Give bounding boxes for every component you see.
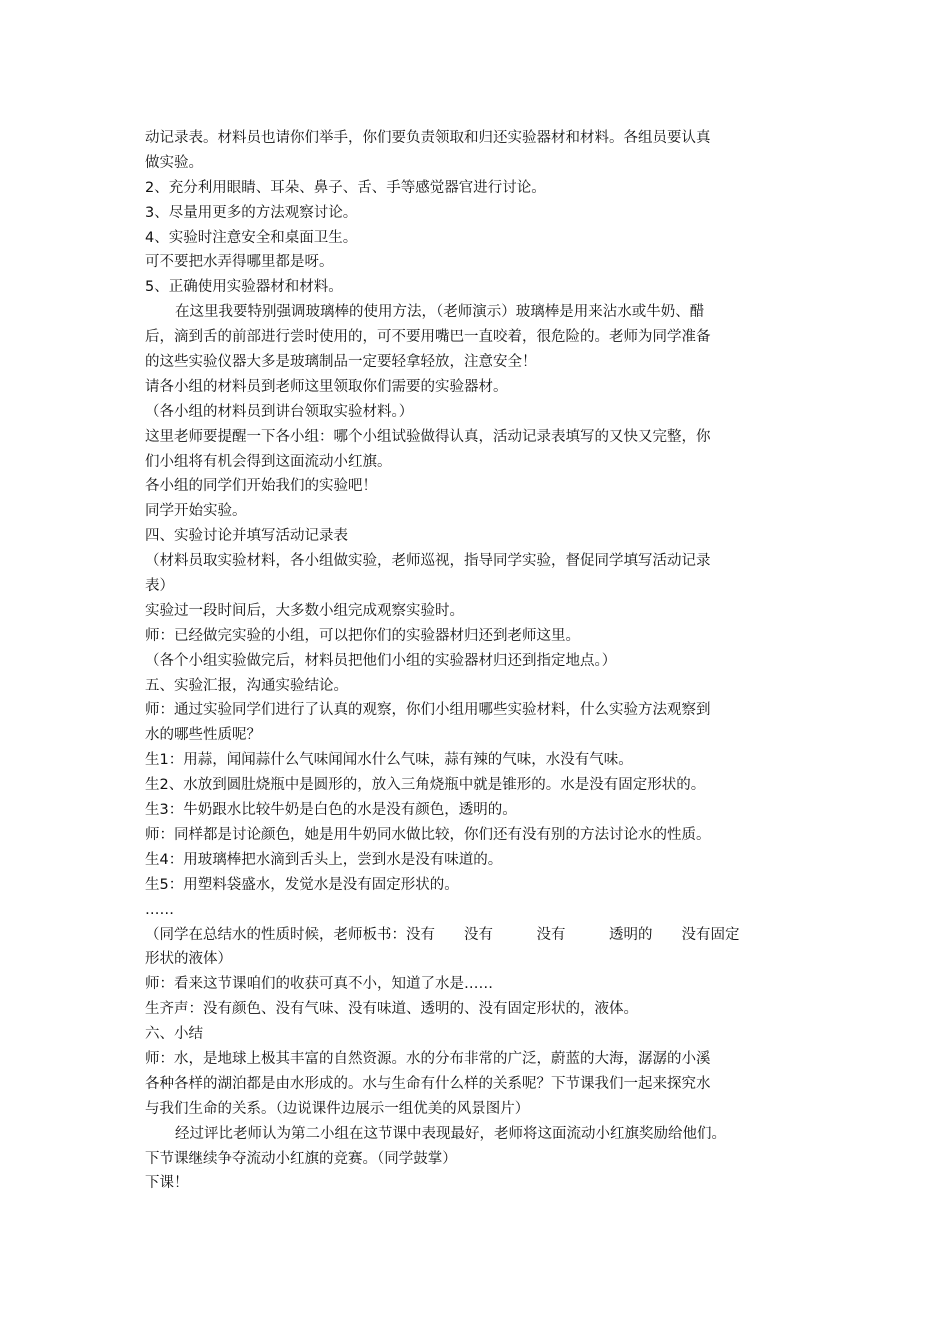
text-line: 师：水，是地球上极其丰富的自然资源。水的分布非常的广泛，蔚蓝的大海，潺潺的小溪 — [145, 1050, 711, 1067]
text-line: 生3：牛奶跟水比较牛奶是白色的水是没有颜色，透明的。 — [145, 802, 517, 819]
text-line: （材料员取实验材料，各小组做实验，老师巡视，指导同学实验，督促同学填写活动记录 — [145, 553, 711, 570]
text-line: （各个小组实验做完后，材料员把他们小组的实验器材归还到指定地点。） — [145, 652, 617, 669]
text-line: 生1：用蒜，闻闻蒜什么气味闻闻水什么气味，蒜有辣的气味，水没有气味。 — [145, 752, 633, 769]
text-line: 下节课继续争夺流动小红旗的竞赛。（同学鼓掌） — [145, 1150, 457, 1167]
text-line: 同学开始实验。 — [145, 503, 247, 520]
text-line: 们小组将有机会得到这面流动小红旗。 — [145, 453, 392, 470]
text-line: （各小组的材料员到讲台领取实验材料。） — [145, 403, 414, 420]
text-line: 师：通过实验同学们进行了认真的观察，你们小组用哪些实验材料，什么实验方法观察到 — [145, 702, 711, 719]
text-line: 请各小组的材料员到老师这里领取你们需要的实验器材。 — [145, 378, 508, 395]
text-line: 各小组的同学们开始我们的实验吧！ — [145, 478, 377, 495]
text-line: 生2、水放到圆肚烧瓶中是圆形的，放入三角烧瓶中就是锥形的。水是没有固定形状的。 — [145, 777, 706, 794]
text-line: 下课！ — [145, 1175, 189, 1192]
text-line: 师：同样都是讨论颜色，她是用牛奶同水做比较，你们还有没有别的方法讨论水的性质。 — [145, 826, 711, 843]
paragraph-start: 经过评比老师认为第二小组在这节课中表现最好，老师将这面流动小红旗奖励给他们。 — [175, 1125, 726, 1142]
paragraph-start: 在这里我要特别强调玻璃棒的使用方法，（老师演示）玻璃棒是用来沾水或牛奶、醋 — [175, 304, 705, 321]
text-line: 做实验。 — [145, 154, 203, 171]
text-line: 形状的液体） — [145, 951, 232, 968]
section-heading: 五、实验汇报，沟通实验结论。 — [145, 677, 348, 694]
list-item: 5、正确使用实验器材和材料。 — [145, 279, 343, 296]
text-line: 生5：用塑料袋盛水，发觉水是没有固定形状的。 — [145, 876, 459, 893]
section-heading: 四、实验讨论并填写活动记录表 — [145, 528, 348, 545]
ellipsis-line: …… — [145, 901, 174, 918]
text-line: 可不要把水弄得哪里都是呀。 — [145, 254, 334, 271]
text-line: 各种各样的湖泊都是由水形成的。水与生命有什么样的关系呢？下节课我们一起来探究水 — [145, 1075, 711, 1092]
document-body — [145, 126, 815, 1196]
text-line: （同学在总结水的性质时候，老师板书：没有 没有 没有 透明的 没有固定 — [145, 926, 740, 943]
text-line: 水的哪些性质呢？ — [145, 727, 261, 744]
list-item: 2、充分利用眼睛、耳朵、鼻子、舌、手等感觉器官进行讨论。 — [145, 179, 546, 196]
section-heading: 六、小结 — [145, 1026, 203, 1043]
text-line: 与我们生命的关系。（边说课件边展示一组优美的风景图片） — [145, 1100, 530, 1117]
list-item: 4、实验时注意安全和桌面卫生。 — [145, 229, 358, 246]
text-line: 生齐声：没有颜色、没有气味、没有味道、透明的、没有固定形状的，液体。 — [145, 1001, 638, 1018]
text-line: 实验过一段时间后，大多数小组完成观察实验时。 — [145, 602, 464, 619]
text-line: 后，滴到舌的前部进行尝时使用的，可不要用嘴巴一直咬着，很危险的。老师为同学准备 — [145, 329, 711, 346]
text-line: 师：看来这节课咱们的收获可真不小，知道了水是…… — [145, 976, 493, 993]
text-line: 师：已经做完实验的小组，可以把你们的实验器材归还到老师这里。 — [145, 627, 580, 644]
text-line: 的这些实验仪器大多是玻璃制品一定要轻拿轻放，注意安全！ — [145, 354, 537, 371]
text-line: 这里老师要提醒一下各小组：哪个小组试验做得认真，活动记录表填写的又快又完整，你 — [145, 428, 711, 445]
text-line: 生4：用玻璃棒把水滴到舌头上，尝到水是没有味道的。 — [145, 851, 503, 868]
text-line: 表） — [145, 578, 174, 595]
list-item: 3、尽量用更多的方法观察讨论。 — [145, 204, 358, 221]
text-line: 动记录表。材料员也请你们举手，你们要负责领取和归还实验器材和材料。各组员要认真 — [145, 130, 711, 146]
